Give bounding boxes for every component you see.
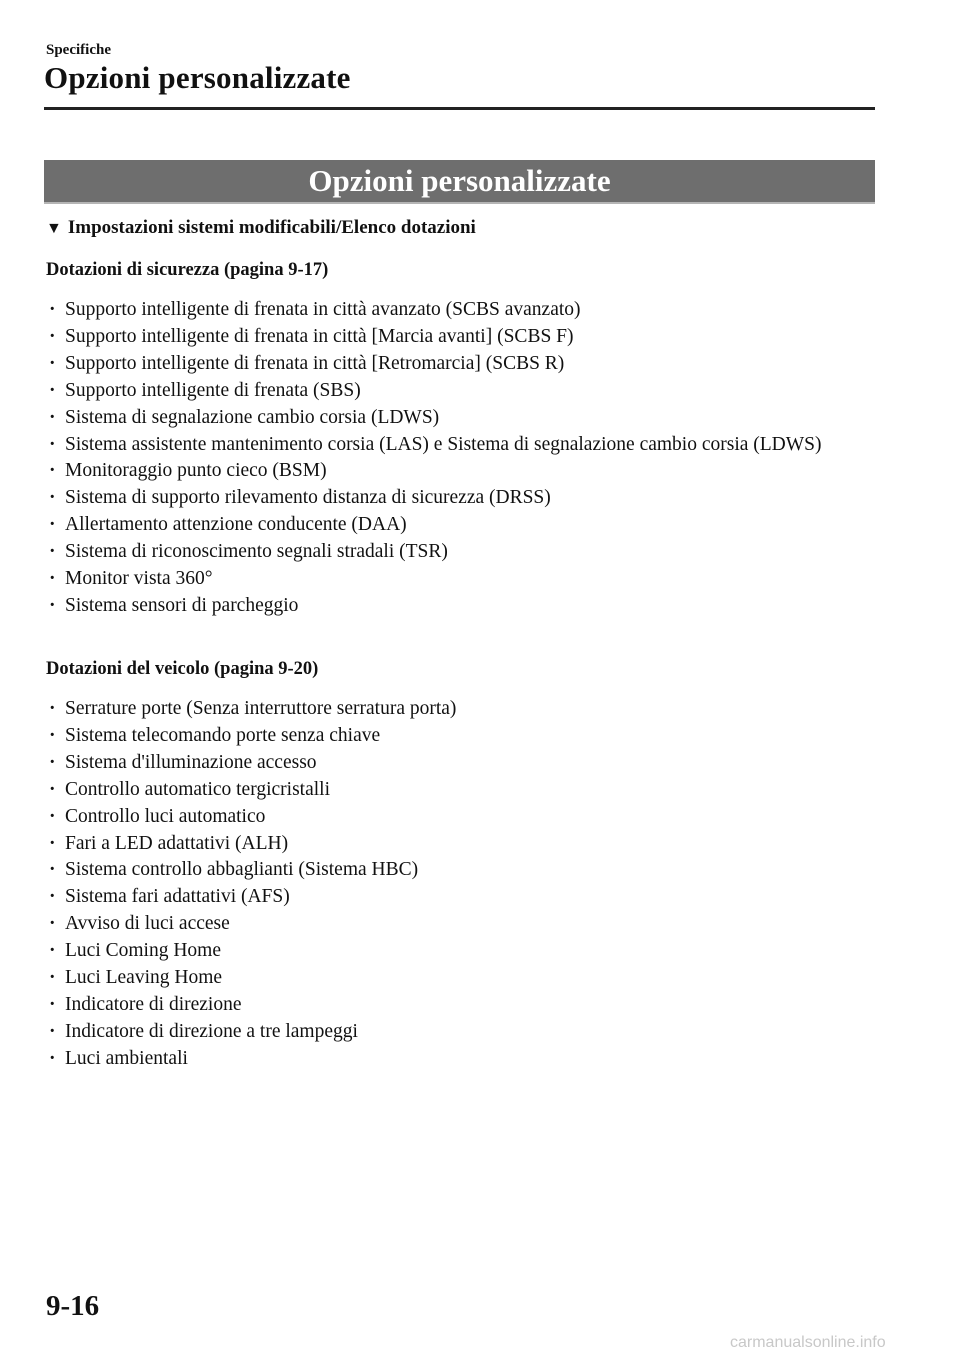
list-item: · Avviso di luci accese (46, 911, 876, 938)
section-heading-text: Impostazioni sistemi modificabili/Elenco dotazioni (67, 217, 476, 238)
list-item: · Sistema sensori di parcheggio (46, 593, 876, 620)
list-item: · Serrature porte (Senza interruttore serratura porta) (46, 696, 876, 723)
list-item: · Indicatore di direzione a tre lampeggi (46, 1019, 876, 1046)
list-item: · Monitoraggio punto cieco (BSM) (46, 458, 876, 485)
safety-equipment-list (46, 297, 876, 620)
list-item: · Supporto intelligente di frenata in città avanzato (SCBS avanzato) (46, 297, 876, 324)
group-title-vehicle: Dotazioni del veicolo (pagina 9-20) (46, 659, 319, 679)
list-item: · Controllo luci automatico (46, 804, 876, 831)
list-item: · Sistema di supporto rilevamento distanza di sicurezza (DRSS) (46, 485, 876, 512)
page-number: 9-16 (46, 1290, 100, 1322)
list-item: · Supporto intelligente di frenata in città [Marcia avanti] (SCBS F) (46, 324, 876, 351)
section-heading (46, 217, 476, 239)
list-item: · Sistema di segnalazione cambio corsia (LDWS) (46, 405, 876, 432)
vehicle-equipment-list (46, 696, 876, 1073)
list-item: · Sistema di riconoscimento segnali stradali (TSR) (46, 539, 876, 566)
list-item: · Monitor vista 360° (46, 566, 876, 593)
list-item: · Luci Leaving Home (46, 965, 876, 992)
watermark: carmanualsonline.info (730, 1334, 886, 1351)
group-title-safety: Dotazioni di sicurezza (pagina 9-17) (46, 260, 329, 280)
list-item: · Indicatore di direzione (46, 992, 876, 1019)
list-item: · Supporto intelligente di frenata (SBS) (46, 378, 876, 405)
list-item: · Sistema telecomando porte senza chiave (46, 723, 876, 750)
list-item: · Supporto intelligente di frenata in città [Retromarcia] (SCBS R) (46, 351, 876, 378)
list-item: · Sistema fari adattativi (AFS) (46, 884, 876, 911)
section-banner: Opzioni personalizzate (44, 160, 875, 204)
header-divider (44, 107, 875, 110)
chapter-label: Specifiche (46, 42, 111, 58)
page-title: Opzioni personalizzate (44, 60, 351, 95)
list-item: · Controllo automatico tergicristalli (46, 777, 876, 804)
list-item: · Sistema d'illuminazione accesso (46, 750, 876, 777)
list-item: · Fari a LED adattativi (ALH) (46, 831, 876, 858)
list-item: · Luci ambientali (46, 1046, 876, 1073)
list-item: · Sistema assistente mantenimento corsia (LAS) e Sistema di segnalazione cambio corsia (LDWS) (46, 432, 876, 459)
triangle-marker-icon: ▼ (46, 220, 62, 237)
list-item: · Luci Coming Home (46, 938, 876, 965)
list-item: · Allertamento attenzione conducente (DAA) (46, 512, 876, 539)
list-item: · Sistema controllo abbaglianti (Sistema HBC) (46, 857, 876, 884)
